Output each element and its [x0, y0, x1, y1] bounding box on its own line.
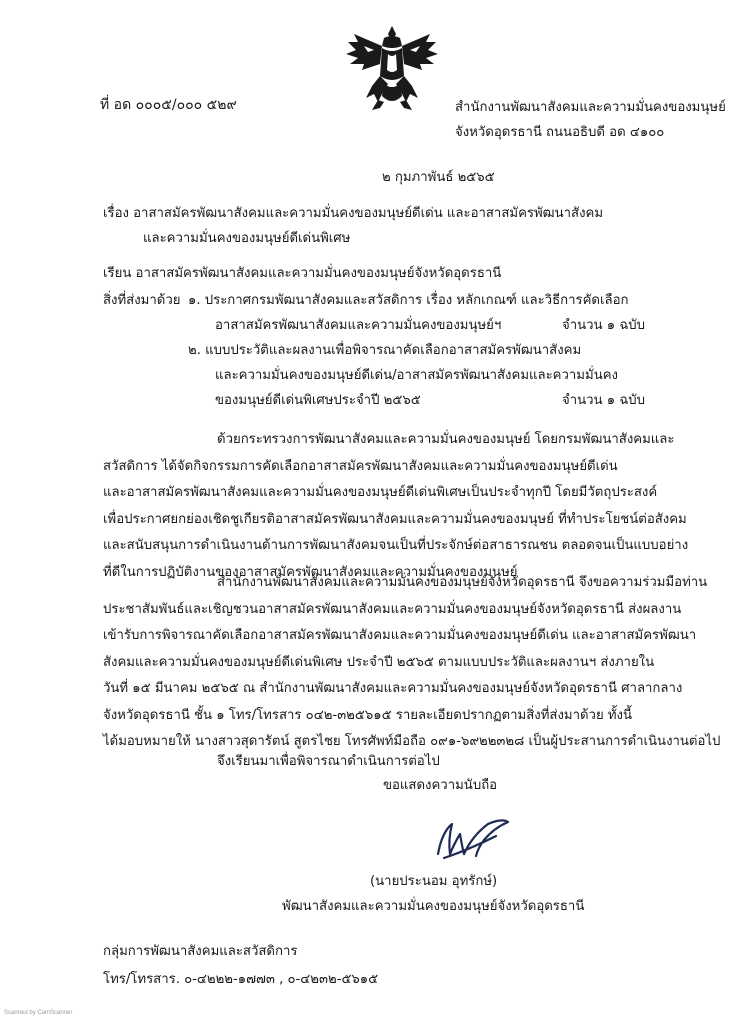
enclosure-1-quantity: จำนวน ๑ ฉบับ	[562, 318, 646, 333]
document-date: ๒ กุมภาพันธ์ ๒๕๖๕	[382, 170, 495, 185]
body-1-line: เพื่อประกาศยกย่องเชิดชูเกียรติอาสาสมัครพัฒนาสังคมและความมั่นคงของมนุษย์ ที่ทำประโยชน์ต่อสังคม	[103, 511, 687, 527]
enclosure-2-quantity: จำนวน ๑ ฉบับ	[562, 393, 646, 408]
subject-line-1: เรื่อง อาสาสมัครพัฒนาสังคมและความมั่นคงของมนุษย์ดีเด่น และอาสาสมัครพัฒนาสังคม	[103, 206, 604, 221]
garuda-emblem-icon	[344, 24, 440, 112]
enclosure-2-line-3: ของมนุษย์ดีเด่นพิเศษประจำปี ๒๕๖๕	[215, 393, 421, 408]
scanner-watermark: Scanned by CamScanner	[4, 1010, 73, 1016]
body-paragraph-2	[103, 570, 720, 756]
body-2-line: จังหวัดอุดรธานี ชั้น ๑ โทร/โทรสาร ๐๔๒-๓๒๕๖๑๕ รายละเอียดปรากฏตามสิ่งที่ส่งมาด้วย ทั้งนี้	[103, 707, 633, 723]
enclosure-1-line-1: ๑. ประกาศกรมพัฒนาสังคมและสวัสดิการ เรื่อง หลักเกณฑ์ และวิธีการคัดเลือก	[188, 293, 629, 308]
footer-phone: โทร/โทรสาร. ๐-๔๒๒๒-๑๗๗๓ , ๐-๔๒๓๒-๕๖๑๕	[103, 972, 379, 987]
body-2-line: เข้ารับการพิจารณาคัดเลือกอาสาสมัครพัฒนาสังคมและความมั่นคงของมนุษย์ดีเด่น และอาสาสมัครพัฒนา	[103, 628, 697, 643]
agency-address: จังหวัดอุดรธานี ถนนอธิบดี อด ๔๑๐๐	[455, 125, 665, 140]
body-2-line: ได้มอบหมายให้ นางสาวสุดารัตน์ สูตรไชย โทรศัพท์มือถือ ๐๙๑-๖๙๒๒๓๒๘ เป็นผู้ประสานการดำเนินงานต่อไป	[103, 734, 721, 749]
body-2-line: สำนักงานพัฒนาสังคมและความมั่นคงของมนุษย์จังหวัดอุดรธานี จึงขอความร่วมมือท่าน	[217, 575, 708, 590]
body-2-line: สังคมและความมั่นคงของมนุษย์ดีเด่นพิเศษ ประจำปี ๒๕๖๕ ตามแบบประวัติและผลงานฯ ส่งภายใน	[103, 654, 655, 670]
body-1-line: และอาสาสมัครพัฒนาสังคมและความมั่นคงของมนุษย์ดีเด่นพิเศษเป็นประจำทุกปี โดยมีวัตถุประสงค์	[103, 485, 658, 500]
enclosure-1-line-2: อาสาสมัครพัฒนาสังคมและความมั่นคงของมนุษย์ฯ	[215, 318, 502, 333]
reference-number: ที่ อด ๐๐๐๕/๐๐๐ ๕๒๙	[100, 97, 237, 113]
body-2-line: ประชาสัมพันธ์และเชิญชวนอาสาสมัครพัฒนาสังคมและความมั่นคงของมนุษย์จังหวัดอุดรธานี ส่งผลงาน	[103, 601, 682, 617]
salutation: เรียน อาสาสมัครพัฒนาสังคมและความมั่นคงของมนุษย์จังหวัดอุดรธานี	[103, 266, 502, 281]
footer-department: กลุ่มการพัฒนาสังคมและสวัสดิการ	[103, 944, 298, 959]
signature-icon	[418, 814, 514, 862]
enclosures-label: สิ่งที่ส่งมาด้วย	[103, 293, 181, 308]
subject-line-2: และความมั่นคงของมนุษย์ดีเด่นพิเศษ	[143, 231, 351, 246]
body-1-line: ด้วยกระทรวงการพัฒนาสังคมและความมั่นคงของมนุษย์ โดยกรมพัฒนาสังคมและ	[217, 432, 675, 447]
signer-title: พัฒนาสังคมและความมั่นคงของมนุษย์จังหวัดอุดรธานี	[282, 899, 585, 914]
agency-name: สำนักงานพัฒนาสังคมและความมั่นคงของมนุษย์	[455, 100, 726, 115]
enclosure-2-line-1: ๒. แบบประวัติและผลงานเพื่อพิจารณาคัดเลือกอาสาสมัครพัฒนาสังคม	[188, 343, 582, 358]
closing-regards: ขอแสดงความนับถือ	[383, 778, 498, 793]
enclosure-2-line-2: และความมั่นคงของมนุษย์ดีเด่น/อาสาสมัครพัฒนาสังคมและความมั่นคง	[215, 368, 618, 383]
body-1-line: และสนับสนุนการดำเนินงานด้านการพัฒนาสังคมจนเป็นที่ประจักษ์ต่อสาธารณชน ตลอดจนเป็นแบบอย่าง	[103, 538, 689, 553]
closing-request: จึงเรียนมาเพื่อพิจารณาดำเนินการต่อไป	[217, 754, 440, 769]
body-1-line: สวัสดิการ ได้จัดกิจกรรมการคัดเลือกอาสาสมัครพัฒนาสังคมและความมั่นคงของมนุษย์ดีเด่น	[103, 458, 618, 474]
body-paragraph-1	[103, 427, 688, 586]
signer-name: (นายประนอม อุทรักษ์)	[370, 874, 498, 889]
body-2-line: วันที่ ๑๕ มีนาคม ๒๕๖๕ ณ สำนักงานพัฒนาสังคมและความมั่นคงของมนุษย์จังหวัดอุดรธานี ศาลากลาง	[103, 681, 683, 696]
body-1-line: ที่ดีในการปฏิบัติงานของอาสาสมัครพัฒนาสังคมและความมั่นคงของมนุษย์	[103, 564, 518, 580]
